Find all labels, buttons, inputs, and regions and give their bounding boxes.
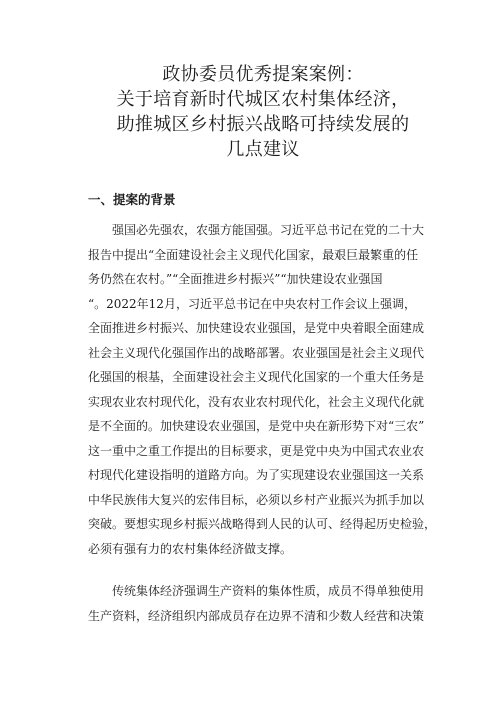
paragraph-line: 社会主义现代化强国作出的战略部署。农业强国是社会主义现代 <box>88 345 425 360</box>
paragraph-line: 村现代化建设指明的道路方向。为了实现建设农业强国这一关系 <box>88 468 425 482</box>
paragraph-line: 报告中提出“全面建设社会主义现代化国家，最艰巨最繁重的任 <box>88 247 419 262</box>
paragraph-line: 传统集体经济强调生产资料的集体性质，成员不得单独使用 <box>88 584 425 598</box>
paragraph-1 <box>88 218 438 561</box>
title-line: 几点建议 <box>226 139 300 160</box>
title-line: 助推城区乡村振兴战略可持续发展的 <box>116 114 410 135</box>
paragraph-line: 这一重中之重工作提出的目标要求，更是党中央为中国式农业农 <box>88 443 425 458</box>
paragraph-line: 中华民族伟大复兴的宏伟目标，必须以乡村产业振兴为抓手加以 <box>88 492 425 507</box>
paragraph-line: “。2022年12月，习近平总书记在中央农村工作会议上强调， <box>88 296 416 311</box>
paragraph-line: 突破。要想实现乡村振兴战略得到人民的认可、经得起历史检验， <box>88 517 437 531</box>
section-heading-background: 一、提案的背景 <box>88 192 176 207</box>
paragraph-line: 是不全面的。加快建设农业强国，是党中央在新形势下对“三农” <box>88 419 425 433</box>
paragraph-line: 强国必先强农，农强方能国强。习近平总书记在党的二十大 <box>88 223 425 237</box>
paragraph-line: 化强国的根基，全面建设社会主义现代化国家的一个重大任务是 <box>88 370 425 384</box>
paragraph-line: 必须有强有力的农村集体经济做支撑。 <box>88 541 293 556</box>
paragraph-line: 生产资料，经济组织内部成员存在边界不清和少数人经营和决策 <box>88 608 425 623</box>
title-line: 关于培育新时代城区农村集体经济， <box>116 89 410 110</box>
document-title <box>88 62 438 162</box>
paragraph-line: 全面推进乡村振兴、加快建设农业强国，是党中央着眼全面建成 <box>88 321 425 335</box>
paragraph-line: 实现农业农村现代化，没有农业农村现代化，社会主义现代化就 <box>88 394 425 409</box>
title-line: 政协委员优秀提案案例： <box>162 64 364 85</box>
paragraph-2 <box>88 579 438 628</box>
paragraph-line: 务仍然在农村。”“全面推进乡村振兴”“加快建设农业强国 <box>88 272 383 286</box>
